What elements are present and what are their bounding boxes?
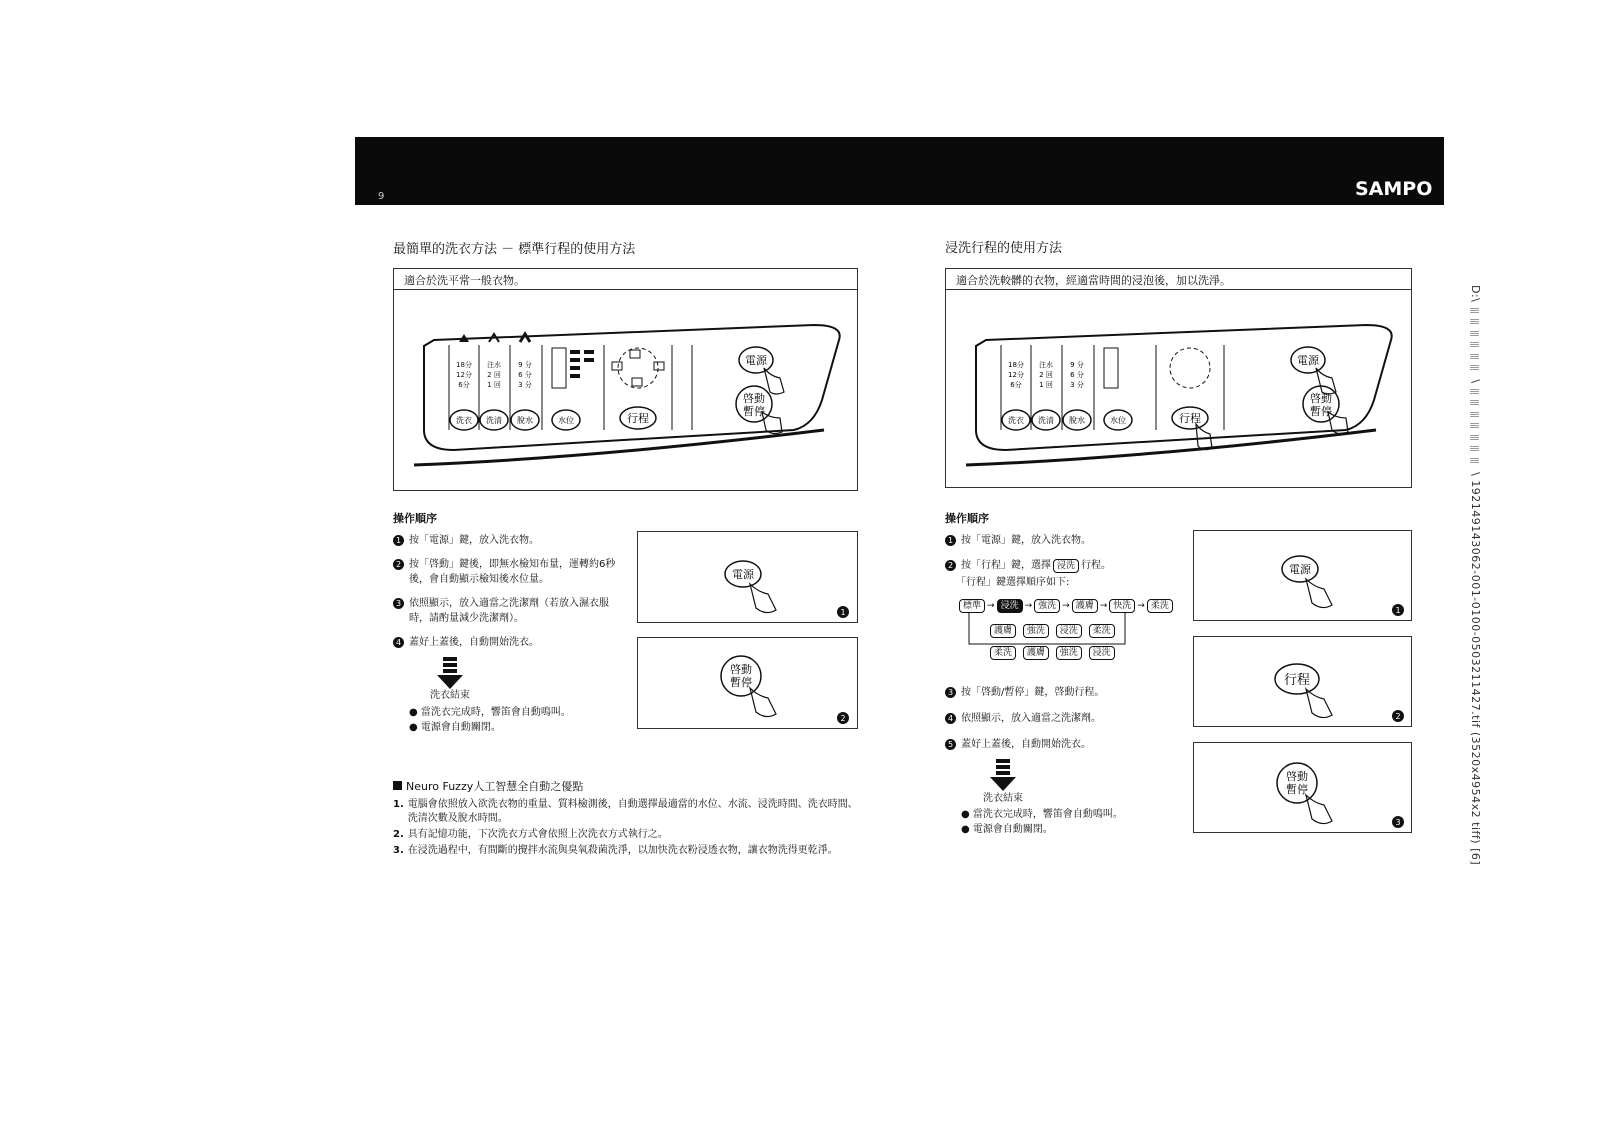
hand-pointer-icon xyxy=(750,584,776,613)
left-end-note-1: ● 當洗衣完成時，響笛會自動鳴叫。 xyxy=(409,707,571,718)
right-figure-3 xyxy=(1193,742,1412,833)
start-button-label: 啓動 xyxy=(743,392,765,405)
svg-text:暫停: 暫停 xyxy=(1286,783,1308,796)
water-level-bars-icon xyxy=(552,348,594,388)
side-file-path: D:\ 𝄘𝄘𝄘𝄘𝄘𝄘 \ 𝄘𝄘𝄘𝄘𝄘𝄘𝄘 \ 192149143062-001-0100-0503211427.tif (3520x4954x2 tiff) [6] xyxy=(1469,285,1482,866)
svg-text:行程: 行程 xyxy=(1179,412,1201,425)
right-step-2: 2 按「行程」鍵，選擇 浸洗 行程。 xyxy=(945,558,1111,573)
right-ops-heading: 操作順序 xyxy=(945,512,989,525)
svg-text:脫水: 脫水 xyxy=(1069,416,1085,425)
left-end-note-2: ● 電源會自動關閉。 xyxy=(409,722,501,733)
svg-text:洗清: 洗清 xyxy=(1038,416,1054,425)
right-step-5: 5 蓋好上蓋後，自動開始洗衣。 xyxy=(945,737,1091,752)
svg-text:18分: 18分 xyxy=(1008,361,1024,369)
fig1-power-label: 電源 xyxy=(732,568,754,581)
wash-button-label: 洗衣 xyxy=(456,416,472,425)
right-figure-2-drawing xyxy=(1194,637,1411,726)
right-step-3: 3 按「啓動/暫停」鍵，啓動行程。 xyxy=(945,685,1104,700)
svg-text:2: 2 xyxy=(840,714,846,723)
svg-text:啓動: 啓動 xyxy=(1286,770,1308,783)
left-panel-box xyxy=(393,268,858,491)
spin-time-1: 9 分 xyxy=(518,361,532,369)
right-figure-1 xyxy=(1193,530,1412,621)
pause-button-label: 暫停 xyxy=(743,405,765,418)
header-bar xyxy=(355,137,1444,205)
rinse-time-1: 注水 xyxy=(487,361,501,369)
left-figure-1-drawing xyxy=(638,532,857,622)
left-step-1: 1 按「電源」鍵，放入洗衣物。 xyxy=(393,533,623,548)
left-step-4: 4 蓋好上蓋後，自動開始洗衣。 xyxy=(393,635,623,650)
right-figure-1-drawing xyxy=(1194,531,1411,620)
svg-text:1: 1 xyxy=(1395,606,1401,615)
spin-time-3: 3 分 xyxy=(518,381,532,389)
left-end-label: 洗衣結束 xyxy=(430,690,470,701)
wash-time-2: 12分 xyxy=(456,371,472,379)
right-figure-3-drawing xyxy=(1194,743,1411,832)
hand-pointer-icon xyxy=(1306,579,1332,608)
right-step-4: 4 依照顯示，放入適當之洗潔劑。 xyxy=(945,711,1101,726)
hand-pointer-icon xyxy=(1306,795,1332,824)
spin-button-label: 脫水 xyxy=(517,416,533,425)
right-end-note-1: ● 當洗衣完成時，響笛會自動鳴叫。 xyxy=(961,809,1123,820)
hand-pointer-icon xyxy=(1306,689,1332,718)
right-down-arrow-icon xyxy=(990,759,1016,791)
svg-text:水位: 水位 xyxy=(1110,416,1126,425)
seq-row-3: 柔洗 護膚 強洗 浸洗 xyxy=(988,646,1117,660)
svg-text:6 分: 6 分 xyxy=(1070,371,1084,379)
left-steps xyxy=(393,533,623,650)
fig2-pause-label: 暫停 xyxy=(730,676,752,689)
svg-text:行程: 行程 xyxy=(1283,673,1311,688)
right-end-note-2: ● 電源會自動關閉。 xyxy=(961,824,1053,835)
rinse-button-label: 洗清 xyxy=(486,416,502,425)
svg-text:1: 1 xyxy=(840,608,846,617)
svg-text:1 回: 1 回 xyxy=(1039,381,1053,389)
rinse-time-3: 1 回 xyxy=(487,381,501,389)
svg-text:9 分: 9 分 xyxy=(1070,361,1084,369)
wash-time-1: 18分 xyxy=(456,361,472,369)
right-box-caption: 適合於洗較髒的衣物，經適當時間的浸泡後，加以洗淨。 xyxy=(946,269,1411,290)
right-title: 浸洗行程的使用方法 xyxy=(945,241,1063,256)
svg-text:注水: 注水 xyxy=(1039,361,1053,369)
right-panel-box xyxy=(945,268,1412,488)
left-ops-heading: 操作順序 xyxy=(393,512,437,525)
left-step-3: 3 依照顯示，放入適當之洗潔劑（若放入濕衣服時，請酌量減少洗潔劑）。 xyxy=(393,596,623,626)
left-title: 最簡單的洗衣方法 － 標準行程的使用方法 xyxy=(393,242,636,257)
svg-text:3 分: 3 分 xyxy=(1070,381,1084,389)
left-control-panel-diagram xyxy=(394,290,857,490)
svg-text:12分: 12分 xyxy=(1008,371,1024,379)
brand-logo: SAMPO xyxy=(1355,178,1433,200)
svg-text:暫停: 暫停 xyxy=(1310,405,1332,418)
fuzzy-heading: Neuro Fuzzy人工智慧全自動之優點 xyxy=(393,778,583,794)
water-level-button-label: 水位 xyxy=(558,416,574,425)
page-number: 9 xyxy=(378,191,385,202)
fuzzy-point-3: 3. 在浸洗過程中，有間斷的攪拌水流與臭氧殺菌洗淨，以加快洗衣粉浸透衣物，讓衣物洗得更乾淨。 xyxy=(393,845,838,856)
fuzzy-point-2: 2. 具有記憶功能，下次洗衣方式會依照上次洗衣方式執行之。 xyxy=(393,829,668,840)
svg-text:2 回: 2 回 xyxy=(1039,371,1053,379)
spin-icon xyxy=(520,334,530,342)
right-step-1: 1 按「電源」鍵，放入洗衣物。 xyxy=(945,533,1091,548)
rinse-time-2: 2 回 xyxy=(487,371,501,379)
right-figure-2 xyxy=(1193,636,1412,727)
left-step-2: 2 按「啓動」鍵後，即無水檢知布量，運轉約6秒後，會自動顯示檢知後水位量。 xyxy=(393,557,623,587)
wash-time-3: 6分 xyxy=(458,381,470,389)
seq-row-2: 護膚 強洗 浸洗 柔洗 xyxy=(988,624,1117,638)
left-figure-1 xyxy=(637,531,858,623)
hand-pointer-icon xyxy=(750,688,776,717)
svg-text:6分: 6分 xyxy=(1010,381,1022,389)
course-dial-icon xyxy=(612,348,664,388)
panel-base-curve xyxy=(414,430,824,465)
right-end-label: 洗衣結束 xyxy=(983,793,1023,804)
power-button-label: 電源 xyxy=(745,354,767,367)
fuzzy-points xyxy=(393,798,863,858)
svg-text:洗衣: 洗衣 xyxy=(1008,416,1024,425)
fuzzy-point-1: 1. 電腦會依照放入欲洗衣物的重量、質料檢測後，自動選擇最適當的水位、水流、浸洗時間、洗衣時間、洗清次數及脫水時間。 xyxy=(393,799,858,824)
fig2-start-label: 啓動 xyxy=(730,663,752,676)
svg-text:電源: 電源 xyxy=(1297,354,1319,367)
left-figure-2-drawing xyxy=(638,638,857,728)
left-down-arrow-icon xyxy=(437,657,463,689)
step2-tag: 浸洗 xyxy=(1053,559,1079,573)
seq-caption: 「行程」鍵選擇順序如下: xyxy=(956,577,1070,588)
svg-text:啓動: 啓動 xyxy=(1310,392,1332,405)
svg-text:2: 2 xyxy=(1395,712,1401,721)
seq-row-1: 標準 → 浸洗 → 強洗 → 護膚 → 快洗 → 柔洗 xyxy=(957,599,1175,613)
spin-time-2: 6 分 xyxy=(518,371,532,379)
right-control-panel-diagram xyxy=(946,290,1411,487)
seq-loop-lines xyxy=(965,610,1135,650)
svg-text:3: 3 xyxy=(1395,818,1401,827)
course-button-label: 行程 xyxy=(627,412,649,425)
left-box-caption: 適合於洗平常一般衣物。 xyxy=(394,269,857,290)
svg-text:電源: 電源 xyxy=(1289,563,1311,576)
left-figure-2 xyxy=(637,637,858,729)
